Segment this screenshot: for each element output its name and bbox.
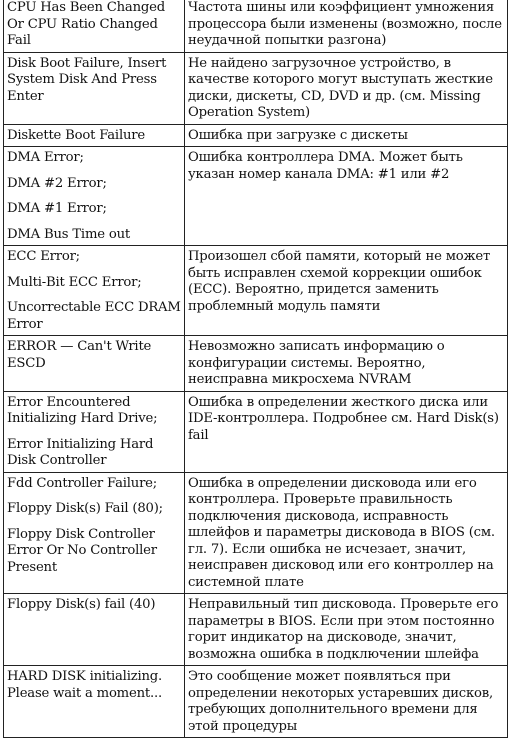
error-code-cell — [4, 124, 185, 147]
error-code: Disk Boot Failure, Insert System Disk And Press Enter — [7, 55, 167, 104]
table-row — [4, 336, 508, 392]
error-code: ERROR — Can't Write ESCD — [7, 339, 152, 371]
error-code-cell — [4, 246, 185, 336]
error-code-cell — [4, 52, 185, 124]
table-row — [4, 124, 508, 147]
error-code: DMA #2 Error; — [7, 175, 107, 191]
error-description: Ошибка контроллера DMA. Может быть указан номер канала DMA: #1 или #2 — [185, 147, 508, 246]
table-row — [4, 666, 508, 738]
table-row — [4, 52, 508, 124]
error-description: Частота шины или коэффициент умножения процессора были изменены (возможно, после неудачной попытки разгона) — [185, 0, 508, 52]
error-code: HARD DISK initializing. Please wait a moment... — [7, 669, 163, 701]
error-code: Fdd Controller Failure; — [7, 475, 158, 491]
error-code-cell — [4, 391, 185, 472]
error-code-cell — [4, 336, 185, 392]
error-code: Uncorrectable ECC DRAM Error — [7, 300, 181, 332]
error-code: DMA Bus Time out — [7, 226, 130, 242]
error-code: DMA Error; — [7, 150, 84, 165]
error-description: Ошибка в определении дисковода или его контроллера. Проверьте правильность подключения дисковода, исправность шлейфов и параметры дисковода в BIOS (см. гл. 7). Если ошибка не исчезает, значит, неисправен дисковод или его контроллер на системной плате — [185, 472, 508, 594]
error-code: Error Initializing Hard Disk Controller — [7, 436, 154, 468]
error-description: Произошел сбой памяти, который не может быть исправлен схемой коррекции ошибок (ECC). Вероятно, придется заменить проблемный модуль памяти — [185, 246, 508, 336]
error-code: CPU Has Been Changed Or CPU Ratio Changed Fail — [7, 0, 165, 48]
error-table — [3, 0, 508, 738]
error-code: Error Encountered Initializing Hard Drive; — [7, 394, 158, 426]
error-code-cell — [4, 594, 185, 666]
table-row — [4, 391, 508, 472]
table-row — [4, 147, 508, 246]
error-code-cell — [4, 666, 185, 738]
error-code-cell — [4, 0, 185, 52]
error-code-cell — [4, 147, 185, 246]
table-row — [4, 472, 508, 594]
error-code: Floppy Disk(s) fail (40) — [7, 597, 156, 612]
error-code: Floppy Disk Controller Error Or No Controller Present — [7, 526, 157, 575]
error-description: Ошибка при загрузке с дискеты — [185, 124, 508, 147]
error-code: Multi-Bit ECC Error; — [7, 274, 142, 290]
error-description: Это сообщение может появляться при определении некоторых устаревших дисков, требующих дополнительного времени для этой процедуры — [185, 666, 508, 738]
error-code: DMA #1 Error; — [7, 201, 107, 216]
error-code: Floppy Disk(s) Fail (80); — [7, 501, 163, 516]
error-description: Неправильный тип дисковода. Проверьте его параметры в BIOS. Если при этом постоянно горит индикатор на дисководе, значит, возможна ошибка в подключении шлейфа — [185, 594, 508, 666]
table-row — [4, 246, 508, 336]
table-row — [4, 0, 508, 52]
error-code: ECC Error; — [7, 249, 80, 264]
error-description: Ошибка в определении жесткого диска или IDE-контроллера. Подробнее см. Hard Disk(s) fail — [185, 391, 508, 472]
error-description: Не найдено загрузочное устройство, в качестве которого могут выступать жесткие диски, дискеты, CD, DVD и др. (см. Missing Operation System) — [185, 52, 508, 124]
table-row — [4, 594, 508, 666]
error-description: Невозможно записать информацию о конфигурации системы. Вероятно, неисправна микросхема NVRAM — [185, 336, 508, 392]
error-code: Diskette Boot Failure — [7, 127, 145, 143]
error-code-cell — [4, 472, 185, 594]
